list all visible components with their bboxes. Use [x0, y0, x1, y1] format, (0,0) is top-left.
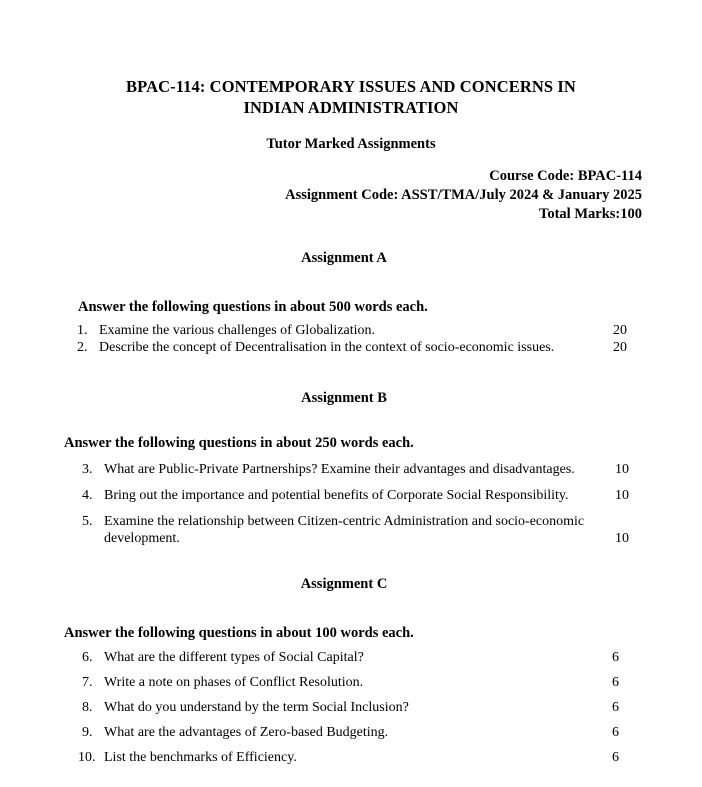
course-info-block	[0, 167, 702, 224]
question-marks: 20	[613, 340, 627, 355]
question-number: 3.	[82, 462, 93, 477]
section-heading-b: Assignment B	[301, 390, 387, 406]
assignment-code: Assignment Code: ASST/TMA/July 2024 & January 2025	[285, 187, 642, 203]
question-text: Describe the concept of Decentralisation in the context of socio-economic issues.	[99, 340, 555, 355]
section-heading-a: Assignment A	[301, 250, 387, 266]
question-row	[77, 322, 637, 339]
question-row	[77, 339, 637, 356]
section-heading-c: Assignment C	[300, 576, 388, 592]
question-row	[78, 749, 638, 766]
instruction-a: Answer the following questions in about 500 words each.	[78, 299, 428, 315]
question-number: 10.	[78, 750, 96, 765]
question-marks: 20	[613, 323, 627, 338]
title-line-1: BPAC-114: CONTEMPORARY ISSUES AND CONCERNS IN	[126, 77, 576, 96]
course-code: Course Code: BPAC-114	[489, 168, 642, 184]
question-row	[82, 699, 642, 716]
title-line-2: INDIAN ADMINISTRATION	[243, 98, 459, 117]
question-text: Examine the relationship between Citizen-centric Administration and socio-economic development.	[104, 514, 585, 546]
question-row	[82, 513, 642, 547]
question-marks: 6	[612, 675, 619, 690]
question-text: Bring out the importance and potential benefits of Corporate Social Responsibility.	[104, 488, 569, 503]
question-marks: 6	[612, 650, 619, 665]
question-marks: 10	[615, 531, 629, 546]
question-marks: 6	[612, 700, 619, 715]
question-number: 8.	[82, 700, 93, 715]
question-marks: 6	[612, 750, 619, 765]
question-marks: 10	[615, 488, 629, 503]
question-text: What are the different types of Social Capital?	[104, 650, 364, 665]
question-row	[82, 674, 642, 691]
question-row	[82, 487, 642, 504]
question-number: 4.	[82, 488, 93, 503]
question-text: What do you understand by the term Social Inclusion?	[104, 700, 409, 715]
question-number: 7.	[82, 675, 93, 690]
question-text: Examine the various challenges of Globalization.	[99, 323, 376, 338]
question-text: List the benchmarks of Efficiency.	[104, 750, 297, 765]
document-subtitle: Tutor Marked Assignments	[266, 136, 436, 152]
question-number: 9.	[82, 725, 93, 740]
question-number: 5.	[82, 514, 93, 529]
question-row	[82, 649, 642, 666]
question-marks: 6	[612, 725, 619, 740]
question-marks: 10	[615, 462, 629, 477]
question-number: 6.	[82, 650, 93, 665]
instruction-c: Answer the following questions in about 100 words each.	[64, 625, 414, 641]
page-title	[0, 76, 702, 118]
question-text: What are the advantages of Zero-based Budgeting.	[104, 725, 389, 740]
question-number: 2.	[77, 340, 88, 355]
question-row	[82, 724, 642, 741]
question-number: 1.	[77, 323, 88, 338]
total-marks: Total Marks:100	[539, 206, 642, 222]
question-text: What are Public-Private Partnerships? Examine their advantages and disadvantages.	[104, 462, 575, 477]
question-text: Write a note on phases of Conflict Resolution.	[104, 675, 364, 690]
instruction-b: Answer the following questions in about 250 words each.	[64, 435, 414, 451]
question-row	[82, 461, 642, 478]
